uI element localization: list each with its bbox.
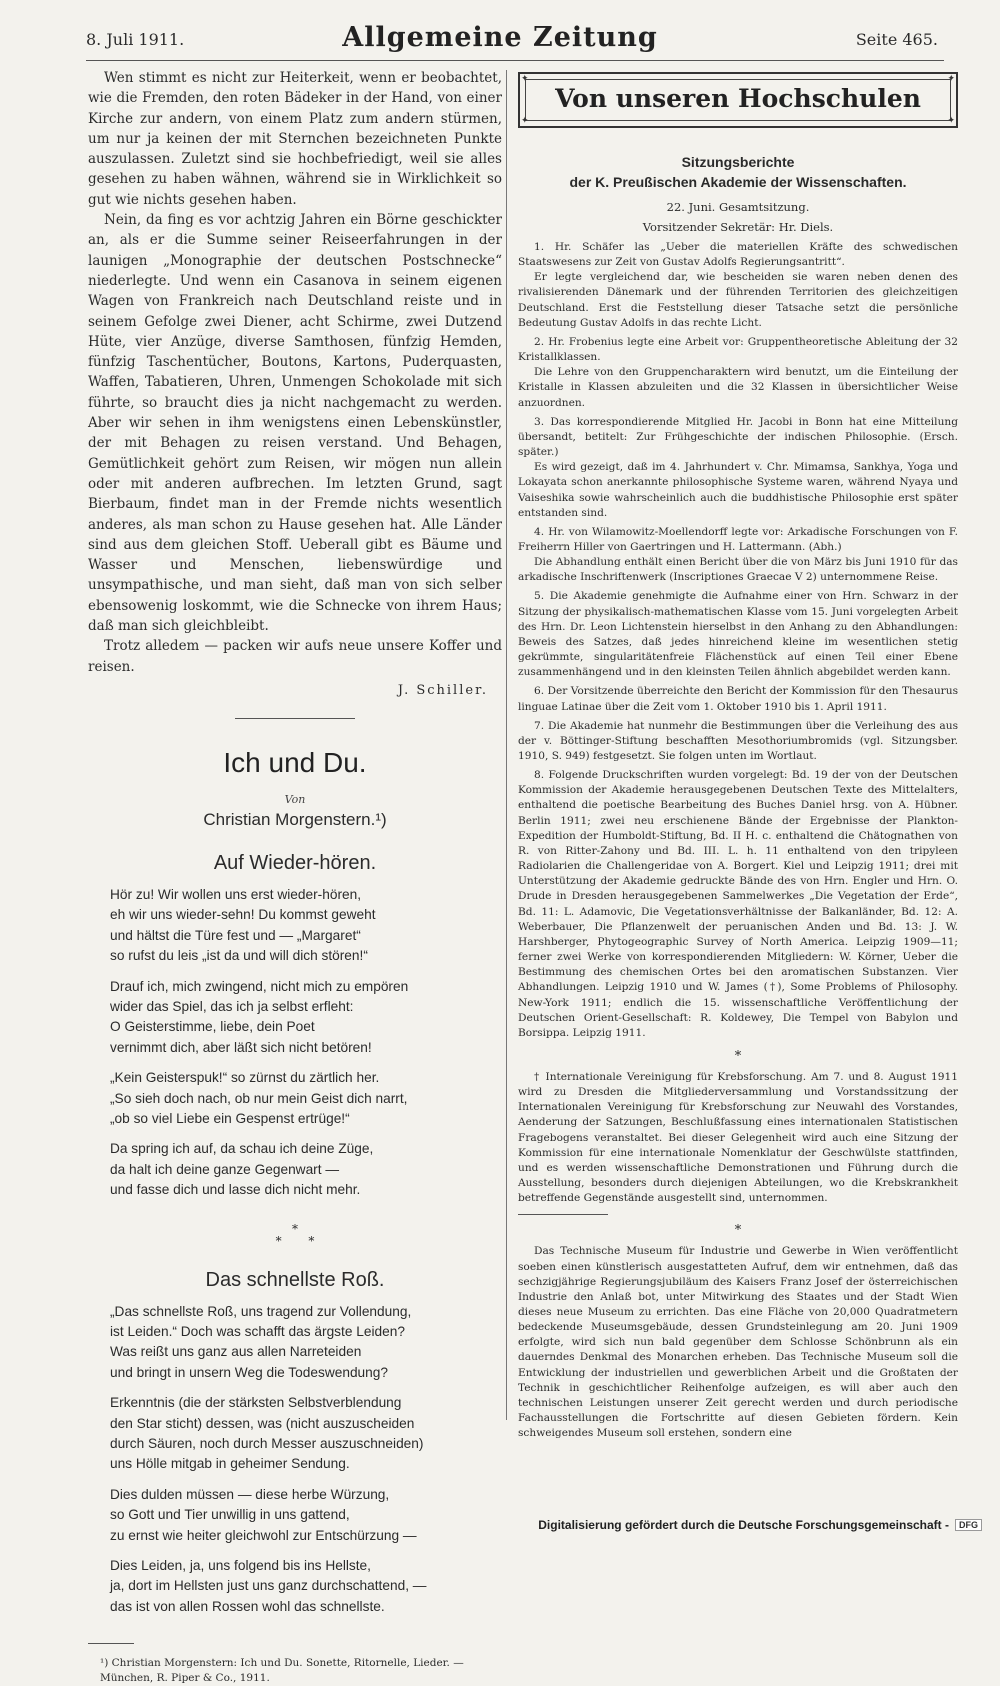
poem-line: den Star sticht) dessen, was (nicht auszuscheiden: [110, 1415, 415, 1431]
section-rule: [235, 718, 355, 719]
report-item: Die Lehre von den Gruppencharaktern wird benutzt, um die Einteilung der Kristalle in Klassen abzuleiten und die 32 Klassen in übersichtlicher Weise anzuordnen.: [518, 366, 958, 409]
poem-line: „Kein Geisterspuk!“ so zürnst du zärtlich her.: [110, 1070, 380, 1086]
poem-line: „Das schnellste Roß, uns tragend zur Vollendung,: [110, 1303, 412, 1319]
section-title: Von unseren Hochschulen: [555, 84, 921, 113]
poem-line: Drauf ich, mich zwingend, nicht mich zu empören: [110, 978, 409, 994]
essay-paragraph: Trotz alledem — packen wir aufs neue unsere Koffer und reisen.: [88, 638, 502, 675]
report-item: 8. Folgende Druckschriften wurden vorgelegt: Bd. 19 der von der Deutschen Kommission der Akademie herausgegebenen Deutschen Texte des Mittelalters, enthaltend die poetische Bearbeitung des Buches Daniel hrsg. von A. Hübner. Berlin 1911; zwei neu erschienene Bände der Ergebnisse der Plankton-Expedition der Humboldt-Stiftung, Bd. II H. c. enthaltend die Chätognathen von R. von Ritter-Zahony und Bd. III. L. h. 11 enthaltend von den tripyleen Radiolarien die Challengeridae von A. Borgert. Kiel und Leipzig 1911; drei mit Unterstützung der Akademie gedruckte Bände des von Hrn. Engler und Hrn. O. Drude in Dresden herausgegebenen Sammelwerkes „Die Vegetation der Erde“, Bd. 11: L. Adamovic, Die Vegetationsverhältnisse der Balkanländer, Bd. 12: A. Weberbauer, Die Pflanzenwelt der peruanischen Anden und Bd. 13: J. W. Harshberger, Phytogeographic Survey of North America. Leipzig 1909—11; ferner zwei Werke von korrespondierenden Mitgliedern: W. Körner, Ueber die Bestimmung des chemischen Ortes bei den aromatischen Substanzen. Vier Abhandlungen. Leipzig 1910 und W. James (†), Some Problems of Philosophy. New-York 1911; endlich die 15. wissenschaftliche Veröffentlichung der Deutschen Orient-Gesellschaft: R. Koldewey, Die Tempel von Babylon und Borsippa. Leipzig 1911.: [518, 769, 958, 1039]
poems-title: Ich und Du.: [223, 746, 367, 778]
poem-line: so rufst du leis „ist da und will dich stören!“: [110, 948, 368, 964]
column-divider: [506, 70, 507, 1420]
report-item: 6. Der Vorsitzende überreichte den Bericht der Kommission für den Thesaurus linguae Latinae über die Zeit vom 1. Oktober 1910 bis 1. April 1911.: [518, 685, 958, 713]
poem-stanza: [110, 1139, 502, 1200]
poem-line: und bringt in unsern Weg die Todeswendung?: [110, 1364, 389, 1380]
separator-star: *: [734, 1048, 742, 1064]
poem-stanza: [110, 1393, 502, 1475]
poem-line: so Gott und Tier unwillig in uns gattend,: [110, 1507, 350, 1523]
ornament-icon: ✦: [521, 116, 529, 126]
report-item: 3. Das korrespondierende Mitglied Hr. Jacobi in Bonn hat eine Mitteilung übersandt, betitelt: Zur Frühgeschichte der indischen Philosophie. (Ersch. später.): [518, 415, 958, 459]
academy-report: [518, 240, 958, 1041]
dfg-logo-icon: DFG: [955, 1519, 982, 1531]
report-item: 1. Hr. Schäfer las „Ueber die materiellen Kräfte des schwedischen Staatswesens zur Zeit von Gustav Adolfs Regierungsantritt“.: [518, 241, 958, 269]
essay-paragraph: Nein, da fing es vor achtzig Jahren ein Börne geschickter an, als er die Summe seiner Reiseerfahrungen in der launigen „Monographie der deutschen Postschnecke“ niederlegte. Und wenn ein Casanova in seinem eigenen Wagen von Frankreich nach Deutschland reiste und in seinem Gefolge zwei Diener, acht Schirme, zwei Dutzend Hüte, vier Anzüge, diverse Samthosen, fünfzig Hemden, fünfzig Taschentücher, Boutons, Kartons, Puderquasten, Waffen, Tabatieren, Uhren, Unmengen Schokolade mit sich führte, so braucht dies ja nicht nachgemacht zu werden. Aber wir sehen in ihm wenigstens einen Lebenskünstler, der mit Behagen zu reisen verstand. Und Behagen, Gemütlichkeit gehört zum Reisen, wir mögen nun allein oder mit anderen aufbrechen. Im letzten Grund, sagt Bierbaum, findet man in der Fremde nichts wesentlich anderes, als man schon zu Hause gesehen hat. Alle Länder sind aus dem gleichen Stoff. Ueberall gibt es Bäume und Wasser und Menschen, liebenswürdige und unsympathische, und man sieht, daß man von sich selber ebensowenig loskommt, wie die Schnecke von ihrem Haus; daß man sich gleichbleibt.: [88, 212, 502, 635]
poem-line: und fasse dich und lasse dich nicht mehr.: [110, 1182, 361, 1198]
separator-star: *: [734, 1223, 742, 1239]
poem-line: O Geisterstimme, liebe, dein Poet: [110, 1019, 315, 1035]
notice-paragraph: Das Technische Museum für Industrie und Gewerbe in Wien veröffentlicht soeben einen künstlerisch ausgestatteten Aufruf, dem wir entnehmen, daß das sechzigjährige Regierungsjubiläum des Kaisers Franz Josef der österreichischen Industrie den Anlaß bot, unter Mitwirkung des Staates und der Stadt Wien dieses neue Museum zu errichten. Das eine Fläche von 20,000 Quadratmetern bedeckende Museumsgebäude, dessen Grundsteinlegung am 20. Juni 1909 erfolgte, wird sich nun bald gegenüber dem Schlosse Schönbrunn als ein dauerndes Denkmal des Monarchen erheben. Das Technische Museum soll die Entwicklung der industriellen und gewerblichen Arbeit und die Großtaten der Technik in geschichtlicher Reihenfolge aufzeigen, es will aber auch den technischen Leistungen unserer Zeit gerecht werden und durch periodische Fachausstellungen die Fortschritte auf diesen Gebieten fördern. Kein schweigendes Museum soll erstehen, sondern eine: [518, 1245, 958, 1440]
digitization-footer: [538, 1518, 982, 1532]
poem-title: Auf Wieder-hören.: [213, 851, 377, 874]
poem-stanza: [110, 1302, 502, 1384]
header-rule: [86, 60, 944, 61]
poems-author: Christian Morgenstern.¹): [203, 809, 387, 829]
meeting-line: 22. Juni. Gesamtsitzung.: [666, 200, 810, 214]
poem-title: Das schnellste Roß.: [205, 1268, 385, 1291]
poem-line: Was reißt uns ganz aus allen Narreteiden: [110, 1344, 362, 1360]
museum-notice: [518, 1244, 958, 1441]
report-item: Die Abhandlung enthält einen Bericht über die von März bis Juni 1910 für das arkadische Inschriftenwerk (Inscriptiones Graecae V 2) unternommene Reise.: [518, 556, 958, 584]
poem-line: durch Säuren, noch durch Messer auszuschneiden): [110, 1436, 424, 1452]
masthead: Allgemeine Zeitung: [342, 22, 658, 53]
travel-essay: [88, 68, 502, 677]
report-item: Es wird gezeigt, daß im 4. Jahrhundert v. Chr. Mimamsa, Sankhya, Yoga und Lokayata schon anerkannte philosophische Systeme waren, während Nyaya und Vaiseshika sowie wahrscheinlich auch die buddhistische Philosophie erst später entstanden sind.: [518, 461, 958, 519]
right-column: [518, 72, 958, 1441]
essay-signature: J. Schiller.: [397, 682, 488, 698]
poem-line: Hör zu! Wir wollen uns erst wieder-hören,: [110, 886, 362, 902]
notice-rule: [518, 1214, 608, 1215]
report-item: 5. Die Akademie genehmigte die Aufnahme einer von Hrn. Schwarz in der Sitzung der physikalisch-mathematischen Klasse vom 15. Juni vorgelegten Arbeit des Hrn. Dr. Leon Lichtenstein hierselbst in den Anhang zu den Abhandlungen: Beweis des Satzes, daß jedes hinreichend kleine im wesentlichen stetig gekrümmte, singularitätenfreie Flächenstück auf einen Teil einer Ebene zusammenhängend und in den kleinsten Teilen ähnlich abgebildet werden kann.: [518, 590, 958, 679]
footnote-rule: [88, 1643, 134, 1644]
footnote: ¹) Christian Morgenstern: Ich und Du. Sonette, Ritornelle, Lieder. — München, R. Piper & Co., 1911.: [100, 1657, 464, 1685]
poem-line: Dies Leiden, ja, uns folgend bis ins Hellste,: [110, 1558, 371, 1574]
report-item: 7. Die Akademie hat nunmehr die Bestimmungen über die Verleihung des aus der v. Böttinger-Stiftung beschafften Mesothoriumbromids (vgl. Sitzungsber. 1910, S. 949) festgesetzt. Sie folgen unten im Wortlaut.: [518, 719, 958, 762]
section-banner: [518, 72, 958, 128]
poem-stanza: [110, 1068, 502, 1129]
report-item: 2. Hr. Frobenius legte eine Arbeit vor: Gruppentheoretische Ableitung der 32 Kristallklassen.: [518, 335, 958, 364]
issue-date: 8. Juli 1911.: [86, 30, 185, 49]
page-header: [0, 0, 1000, 70]
report-title: Sitzungsberichte der K. Preußischen Akademie der Wissenschaften.: [569, 154, 907, 190]
poem-stanza: [110, 1556, 502, 1617]
poem-line: eh wir uns wieder-sehn! Du kommst geweht: [110, 907, 376, 923]
poem-line: und hältst die Türe fest und — „Margaret“: [110, 927, 361, 943]
asterism: * * *: [275, 1221, 315, 1248]
poem-line: „ob so viel Liebe ein Gespenst ertrüge!“: [110, 1110, 350, 1126]
ornament-icon: ✦: [521, 74, 529, 84]
poem-line: zu ernst wie heiter gleichwohl zur Entschürzung —: [110, 1527, 417, 1543]
poem-line: vernimmt dich, aber läßt sich nicht betören!: [110, 1039, 372, 1055]
notice-paragraph: † Internationale Vereinigung für Krebsforschung. Am 7. und 8. August 1911 wird zu Dresden die Mitgliederversammlung und Vorstandssitzung der Internationalen Vereinigung für Krebsforschung zur Neuwahl des Vorstandes, Aenderung der Satzungen, Beschlußfassung eines internationalen Statistischen Fragebogens veranstaltet. Bei dieser Gelegenheit wird auch eine Sitzung der Kommission für eine internationale Nomenklatur der Geschwülste stattfinden, und es werden wissenschaftliche Demonstrationen und Führung durch die Ausstellung, besonders durch diejenigen Abteilungen, wo die Krebskrankheit betreffende Gegenstände ausgestellt sind, unternommen.: [518, 1070, 958, 1205]
page-number: Seite 465.: [855, 30, 938, 49]
poem-line: ja, dort im Hellsten just uns ganz durchschattend, —: [110, 1578, 427, 1594]
poem-line: ist Leiden.“ Doch was schafft das ärgste Leiden?: [110, 1324, 405, 1339]
chair-line: Vorsitzender Sekretär: Hr. Diels.: [642, 220, 834, 234]
left-column: [88, 68, 502, 1686]
poem-line: das ist von allen Rossen wohl das schnellste.: [110, 1598, 385, 1614]
footer-text: Digitalisierung gefördert durch die Deutsche Forschungsgemeinschaft -: [538, 1518, 949, 1532]
poem-stanza: [110, 885, 502, 967]
poem-line: wider das Spiel, das ich ja selbst erfleht:: [110, 998, 354, 1014]
poem-line: Erkenntnis (die der stärksten Selbstverblendung: [110, 1395, 402, 1411]
poem-line: da halt ich deine ganze Gegenwart —: [110, 1161, 340, 1177]
krebs-notice: [518, 1070, 958, 1206]
report-item: 4. Hr. von Wilamowitz-Moellendorff legte vor: Arkadische Forschungen von F. Freiherrn Hiller von Gaertringen und H. Lattermann. (Abh.): [518, 525, 958, 553]
poem-line: Da spring ich auf, da schau ich deine Züge,: [110, 1141, 374, 1157]
poem-line: Dies dulden müssen — diese herbe Würzung,: [110, 1486, 390, 1502]
poem-stanza: [110, 1485, 502, 1546]
ornament-icon: ✦: [947, 116, 955, 126]
poem-line: uns Hölle mitgab in geheimer Sendung.: [110, 1456, 350, 1472]
poem-stanza: [110, 977, 502, 1059]
essay-paragraph: Wen stimmt es nicht zur Heiterkeit, wenn er beobachtet, wie die Fremden, den roten Bädeker in der Hand, von einer Kirche zur andern, von einem Platz zum andern stürmen, um nur ja keinen der mit Sternchen bezeichneten Punkte auszulassen. Zuletzt sind sie hochbefriedigt, weil sie alles gesehen zu haben wähnen, während sie in Wirklichkeit so gut wie nichts gesehen haben.: [88, 70, 502, 208]
report-item: Er legte vergleichend dar, wie bescheiden sie waren neben denen des rivalisierenden Dänemark und der führenden Territorien des gleichzeitigen Deutschland. Erst die Feststellung dieser Tatsache setzt die persönliche Bedeutung Gustav Adolfs in das rechte Licht.: [518, 271, 958, 329]
ornament-icon: ✦: [947, 74, 955, 84]
poem-line: „So sieh doch nach, ob nur mein Geist dich narrt,: [110, 1090, 408, 1106]
poems-von: Von: [284, 792, 306, 806]
